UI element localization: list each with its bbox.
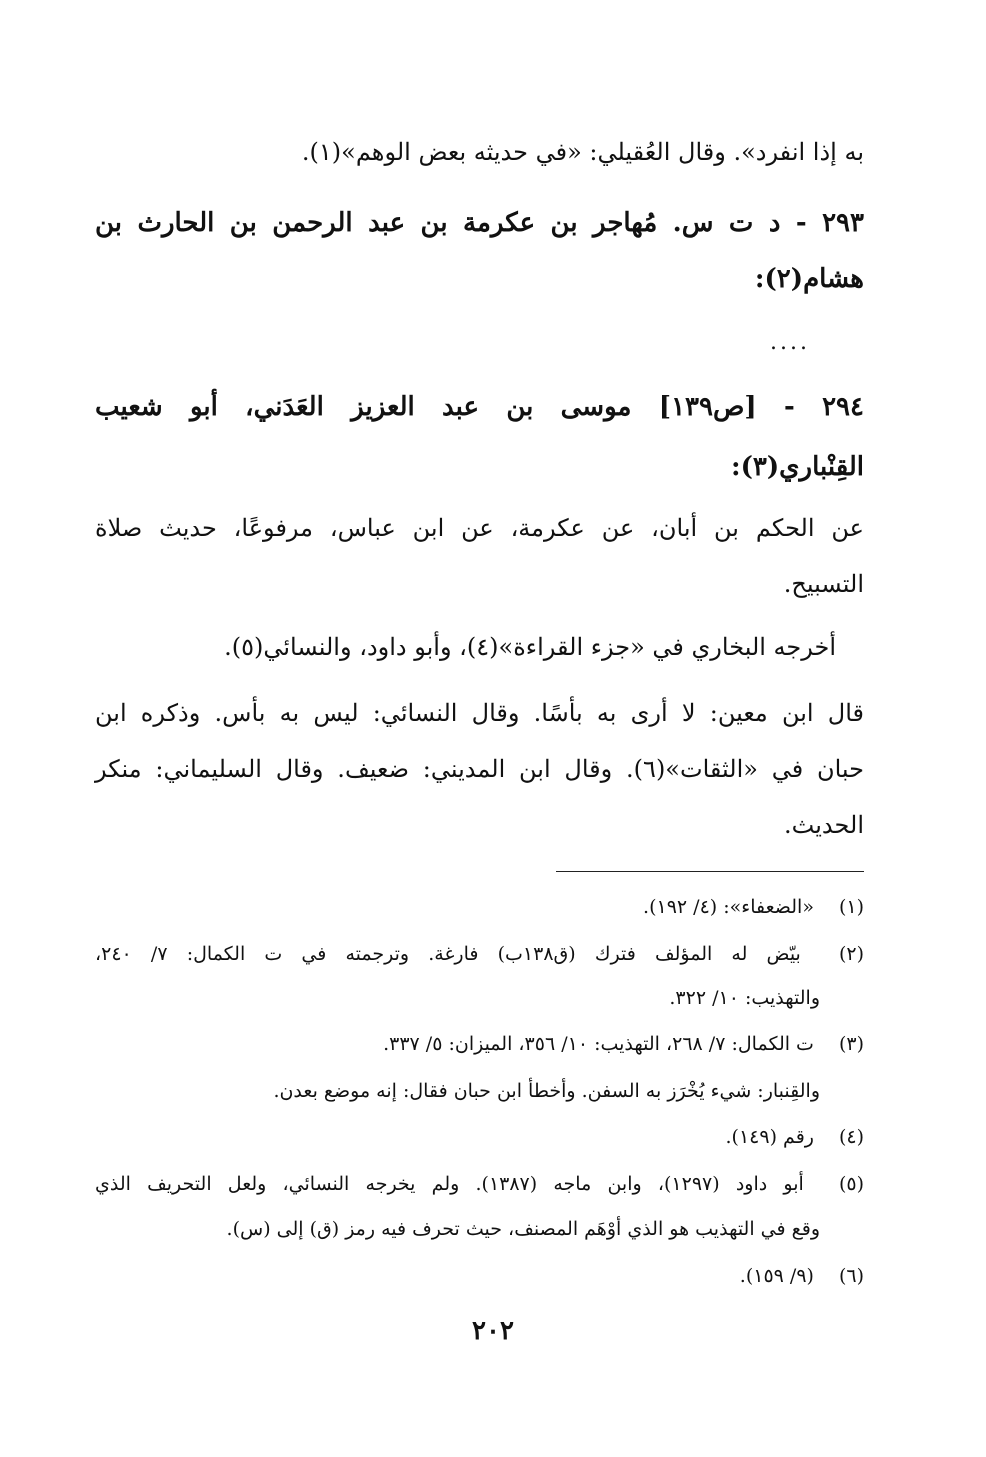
footnote-number: (٥) [838, 1173, 864, 1195]
text-line-1: به إذا انفرد». وقال العُقيلي: «في حديثه بعض الوهم»(١). [301, 138, 864, 166]
footnote-number: (١) [838, 896, 864, 918]
footnote-3-cont: والقِنبار: شيء يُخْرَز به السفن. وأخطأ ابن حبان فقال: إنه موضع بعدن. [273, 1080, 820, 1102]
entry-294-heading: ٢٩٤ - [ص١٣٩] موسى بن عبد العزيز العَدَني، أبو شعيب [95, 392, 864, 422]
ellipsis-dots: .... [770, 330, 810, 355]
footnote-number: (٢) [838, 943, 865, 965]
footnote-1 [95, 893, 864, 921]
footnote-text: «الضعفاء»: (٤/ ١٩٢). [643, 896, 814, 918]
footnote-2 [95, 940, 864, 968]
footnote-text: ت الكمال: ٧/ ٢٦٨، التهذيب: ١٠/ ٣٥٦، الميزان: ٥/ ٣٣٧. [383, 1033, 814, 1055]
paragraph-1-line-1: عن الحكم بن أبان، عن عكرمة، عن ابن عباس، مرفوعًا، حديث صلاة [95, 514, 864, 542]
entry-294-heading-cont: القِنْباري(٣): [731, 452, 864, 482]
footnote-4 [95, 1123, 864, 1151]
paragraph-3-line-3: الحديث. [784, 811, 864, 839]
footnote-number: (٤) [838, 1126, 864, 1148]
footnote-2-cont: والتهذيب: ١٠/ ٣٢٢. [669, 987, 820, 1009]
paragraph-2: أخرجه البخاري في «جزء القراءة»(٤)، وأبو داود، والنسائي(٥). [224, 633, 836, 661]
footnote-number: (٦) [838, 1265, 864, 1287]
footnote-3 [95, 1030, 864, 1058]
footnote-separator [556, 871, 864, 872]
paragraph-3-line-2: حبان في «الثقات»(٦). وقال ابن المديني: ضعيف. وقال السليماني: منكر [95, 755, 865, 783]
footnote-6 [95, 1262, 864, 1290]
page-number: ٢٠٢ [472, 1316, 514, 1346]
footnote-text: أبو داود (١٢٩٧)، وابن ماجه (١٣٨٧). ولم يخرجه النسائي، ولعل التحريف الذي [95, 1173, 804, 1195]
paragraph-1-line-2: التسبيح. [783, 570, 864, 598]
footnote-5 [95, 1170, 864, 1198]
footnote-text: (٩/ ١٥٩). [739, 1265, 814, 1287]
footnote-5-cont: وقع في التهذيب هو الذي أوْهَم المصنف، حيث تحرف فيه رمز (ق) إلى (س). [226, 1218, 820, 1240]
paragraph-3-line-1: قال ابن معين: لا أرى به بأسًا. وقال النسائي: ليس به بأس. وذكره ابن [95, 699, 864, 727]
footnote-number: (٣) [838, 1033, 864, 1055]
footnote-text: بيّض له المؤلف فترك (ق١٣٨ب) فارغة. وترجمته في ت الكمال: ٧/ ٢٤٠، [95, 943, 801, 965]
footnote-text: رقم (١٤٩). [725, 1126, 814, 1148]
entry-293-heading: ٢٩٣ - د ت س. مُهاجر بن عكرمة بن عبد الرحمن بن الحارث بن [95, 208, 864, 238]
entry-293-heading-cont: هشام(٢): [754, 264, 864, 294]
